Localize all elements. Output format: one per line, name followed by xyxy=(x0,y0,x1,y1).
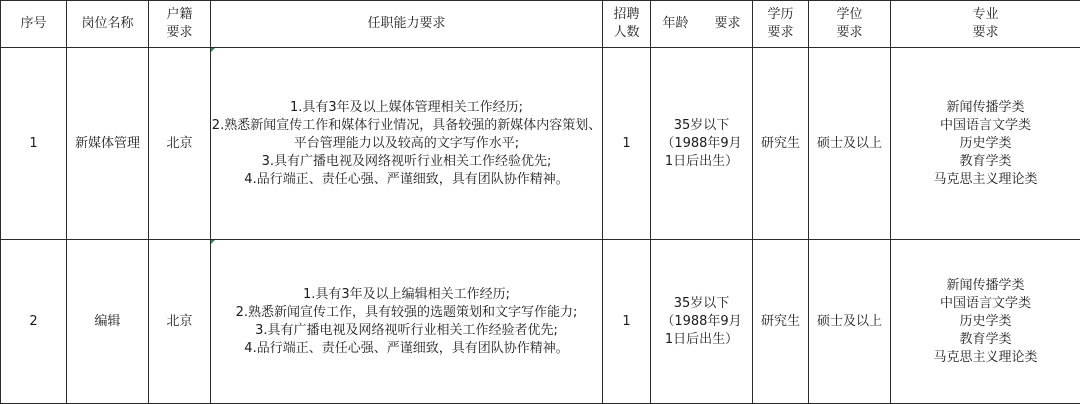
cell-age xyxy=(651,48,753,240)
cell-position: 新媒体管理 xyxy=(67,48,149,240)
major-line: 中国语言文学类 xyxy=(891,117,1080,135)
header-position-label: 岗位名称 xyxy=(67,15,148,33)
cell-count: 1 xyxy=(603,240,651,404)
header-age-label: 年龄 要求 xyxy=(651,15,752,33)
header-major xyxy=(891,1,1080,48)
header-seq xyxy=(1,1,67,48)
cell-education: 研究生 xyxy=(753,48,809,240)
cell-duties xyxy=(211,48,603,240)
major-line: 新闻传播学类 xyxy=(891,277,1080,295)
duty-line: 1.具有3年及以上编辑相关工作经历; xyxy=(211,286,602,304)
header-age xyxy=(651,1,753,48)
header-duties xyxy=(211,1,603,48)
cell-duties xyxy=(211,240,603,404)
cell-hukou: 北京 xyxy=(149,240,211,404)
cell-seq: 1 xyxy=(1,48,67,240)
age-line: （1988年9月 xyxy=(651,135,752,153)
cell-majors xyxy=(891,48,1080,240)
header-duties-label: 任职能力要求 xyxy=(211,15,602,33)
header-seq-label: 序号 xyxy=(1,15,66,33)
header-major-label: 专业 要求 xyxy=(891,6,1080,42)
cell-degree: 硕士及以上 xyxy=(809,48,891,240)
header-hukou xyxy=(149,1,211,48)
table-row xyxy=(1,48,1080,240)
age-line: （1988年9月 xyxy=(651,313,752,331)
major-line: 中国语言文学类 xyxy=(891,295,1080,313)
cell-position: 编辑 xyxy=(67,240,149,404)
age-line: 35岁以下 xyxy=(651,295,752,313)
cell-hukou: 北京 xyxy=(149,48,211,240)
header-count xyxy=(603,1,651,48)
major-line: 马克思主义理论类 xyxy=(891,171,1080,189)
cell-education: 研究生 xyxy=(753,240,809,404)
cell-comment-marker xyxy=(211,240,215,244)
header-position xyxy=(67,1,149,48)
major-line: 历史学类 xyxy=(891,313,1080,331)
duty-line: 3.具有广播电视及网络视听行业相关工作经验优先; xyxy=(211,153,602,171)
header-degree-label: 学位 要求 xyxy=(809,6,890,42)
header-count-label: 招聘 人数 xyxy=(603,6,650,42)
header-education-label: 学历 要求 xyxy=(753,6,808,42)
header-row xyxy=(1,1,1080,48)
duty-line: 2.熟悉新闻宣传工作，具有较强的选题策划和文字写作能力; xyxy=(211,304,602,322)
header-education xyxy=(753,1,809,48)
duty-line: 4.品行端正、责任心强、严谨细致，具有团队协作精神。 xyxy=(211,340,602,358)
cell-seq: 2 xyxy=(1,240,67,404)
duty-line: 3.具有广播电视及网络视听行业相关工作经验者优先; xyxy=(211,322,602,340)
cell-majors xyxy=(891,240,1080,404)
major-line: 历史学类 xyxy=(891,135,1080,153)
age-line: 35岁以下 xyxy=(651,117,752,135)
major-line: 教育学类 xyxy=(891,331,1080,349)
major-line: 教育学类 xyxy=(891,153,1080,171)
duty-line: 4.品行端正、责任心强、严谨细致，具有团队协作精神。 xyxy=(211,171,602,189)
age-line: 1日后出生） xyxy=(651,153,752,171)
duty-line: 2.熟悉新闻宣传工作和媒体行业情况，具备较强的新媒体内容策划、平台管理能力以及较高的文字写作水平; xyxy=(211,117,602,153)
major-line: 马克思主义理论类 xyxy=(891,349,1080,367)
header-degree xyxy=(809,1,891,48)
major-line: 新闻传播学类 xyxy=(891,99,1080,117)
age-line: 1日后出生） xyxy=(651,331,752,349)
cell-age xyxy=(651,240,753,404)
cell-comment-marker xyxy=(211,48,215,52)
cell-degree: 硕士及以上 xyxy=(809,240,891,404)
cell-count: 1 xyxy=(603,48,651,240)
table-row xyxy=(1,240,1080,404)
duty-line: 1.具有3年及以上媒体管理相关工作经历; xyxy=(211,99,602,117)
header-hukou-label: 户籍 要求 xyxy=(149,6,210,42)
